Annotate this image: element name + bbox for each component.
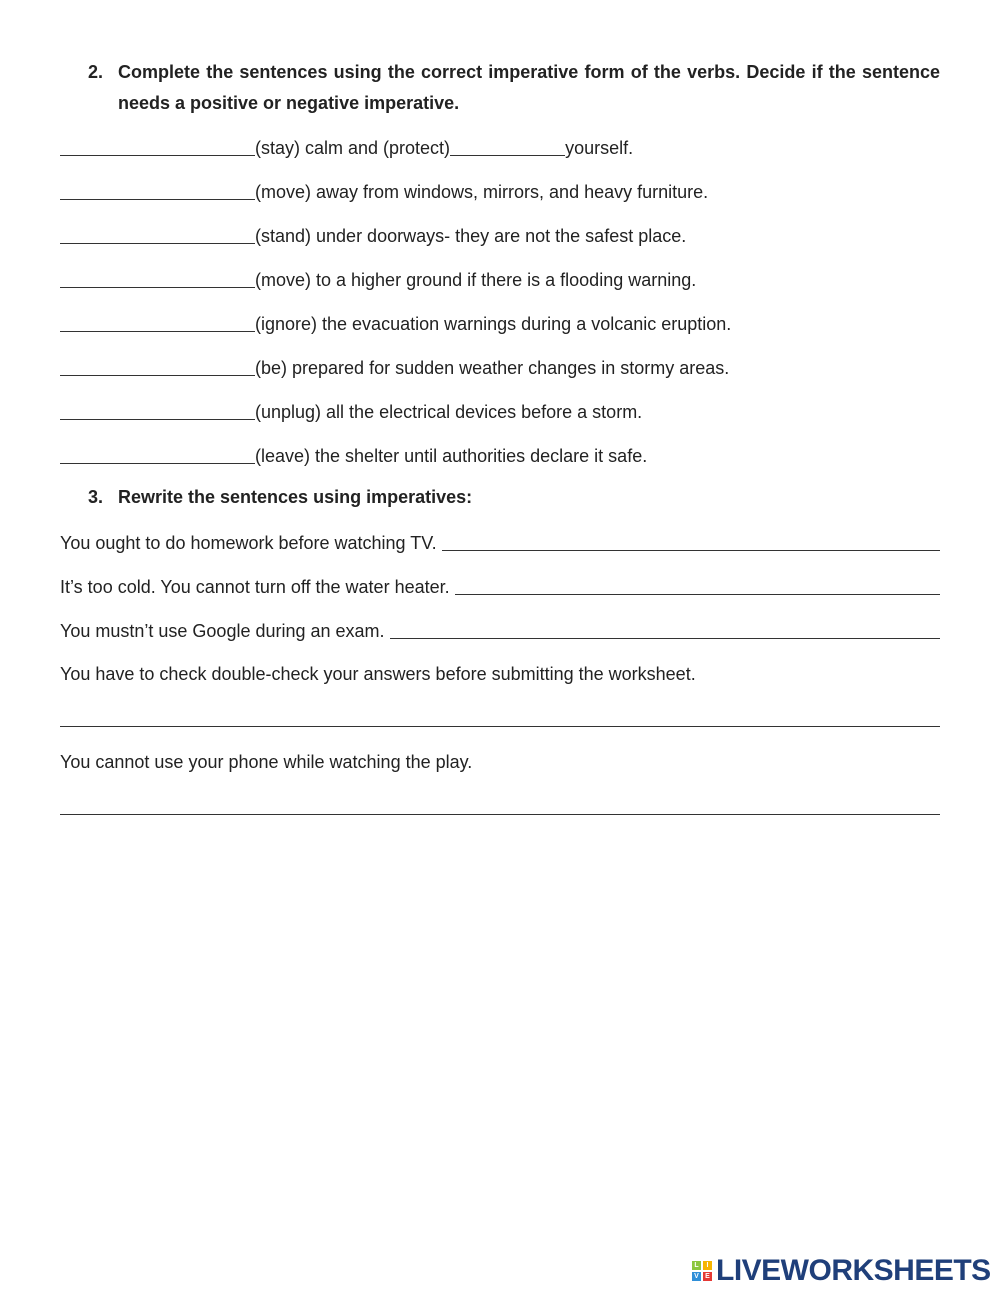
section-number: 3. bbox=[88, 487, 104, 507]
logo-tile: I bbox=[703, 1261, 712, 1270]
exercise-text: (move) to a higher ground if there is a flooding warning. bbox=[255, 270, 697, 290]
answer-line-row bbox=[60, 794, 940, 818]
answer-blank[interactable] bbox=[60, 708, 940, 727]
exercise-text: (be) prepared for sudden weather changes in stormy areas. bbox=[255, 358, 730, 378]
answer-blank[interactable] bbox=[60, 401, 255, 420]
answer-blank[interactable] bbox=[60, 269, 255, 288]
rewrite-row bbox=[60, 749, 940, 773]
rewrite-row bbox=[60, 661, 940, 685]
answer-blank[interactable] bbox=[450, 137, 565, 156]
answer-blank[interactable] bbox=[60, 181, 255, 200]
exercise-text: (ignore) the evacuation warnings during a volcanic eruption. bbox=[255, 314, 732, 334]
section-instruction: Complete the sentences using the correct imperative form of the verbs. Decide if the sentence needs a positive or negative imperative. bbox=[118, 62, 940, 113]
exercise-row bbox=[60, 267, 940, 291]
answer-blank[interactable] bbox=[390, 620, 940, 639]
section-2-heading bbox=[88, 57, 940, 119]
answer-blank[interactable] bbox=[60, 313, 255, 332]
section-number: 2. bbox=[88, 62, 104, 82]
rewrite-sentence: It’s too cold. You cannot turn off the water heater. bbox=[60, 577, 450, 597]
answer-blank[interactable] bbox=[60, 445, 255, 464]
rewrite-row bbox=[60, 618, 940, 642]
logo-tile: V bbox=[692, 1272, 701, 1281]
exercise-row bbox=[60, 311, 940, 335]
exercise-row bbox=[60, 135, 940, 159]
answer-blank[interactable] bbox=[60, 357, 255, 376]
exercise-text: (leave) the shelter until authorities declare it safe. bbox=[255, 446, 648, 466]
answer-blank[interactable] bbox=[60, 225, 255, 244]
logo-tile: L bbox=[692, 1261, 701, 1270]
logo-tile: E bbox=[703, 1272, 712, 1281]
rewrite-sentence: You mustn’t use Google during an exam. bbox=[60, 621, 385, 641]
rewrite-sentence: You ought to do homework before watching TV. bbox=[60, 533, 437, 553]
answer-blank[interactable] bbox=[455, 576, 940, 595]
exercise-row bbox=[60, 355, 940, 379]
exercise-text: (move) away from windows, mirrors, and heavy furniture. bbox=[255, 182, 709, 202]
answer-blank[interactable] bbox=[60, 796, 940, 815]
exercise-row bbox=[60, 443, 940, 467]
exercise-row bbox=[60, 399, 940, 423]
section-3-heading bbox=[88, 482, 940, 513]
logo-tiles-icon bbox=[692, 1261, 712, 1281]
exercise-row bbox=[60, 179, 940, 203]
exercise-text: (stand) under doorways- they are not the safest place. bbox=[255, 226, 687, 246]
answer-blank[interactable] bbox=[60, 137, 255, 156]
answer-blank[interactable] bbox=[442, 532, 940, 551]
answer-line-row bbox=[60, 706, 940, 730]
exercise-text: yourself. bbox=[565, 138, 634, 158]
rewrite-sentence: You cannot use your phone while watching the play. bbox=[60, 752, 473, 772]
logo-text: LIVEWORKSHEETS bbox=[716, 1254, 991, 1287]
exercise-row bbox=[60, 223, 940, 247]
exercise-text: (unplug) all the electrical devices before a storm. bbox=[255, 402, 643, 422]
section-instruction: Rewrite the sentences using imperatives: bbox=[118, 487, 473, 507]
exercise-text: (stay) calm and (protect) bbox=[255, 138, 451, 158]
liveworksheets-logo bbox=[692, 1254, 991, 1288]
rewrite-sentence: You have to check double-check your answers before submitting the worksheet. bbox=[60, 664, 696, 684]
rewrite-row bbox=[60, 530, 940, 554]
rewrite-row bbox=[60, 574, 940, 598]
